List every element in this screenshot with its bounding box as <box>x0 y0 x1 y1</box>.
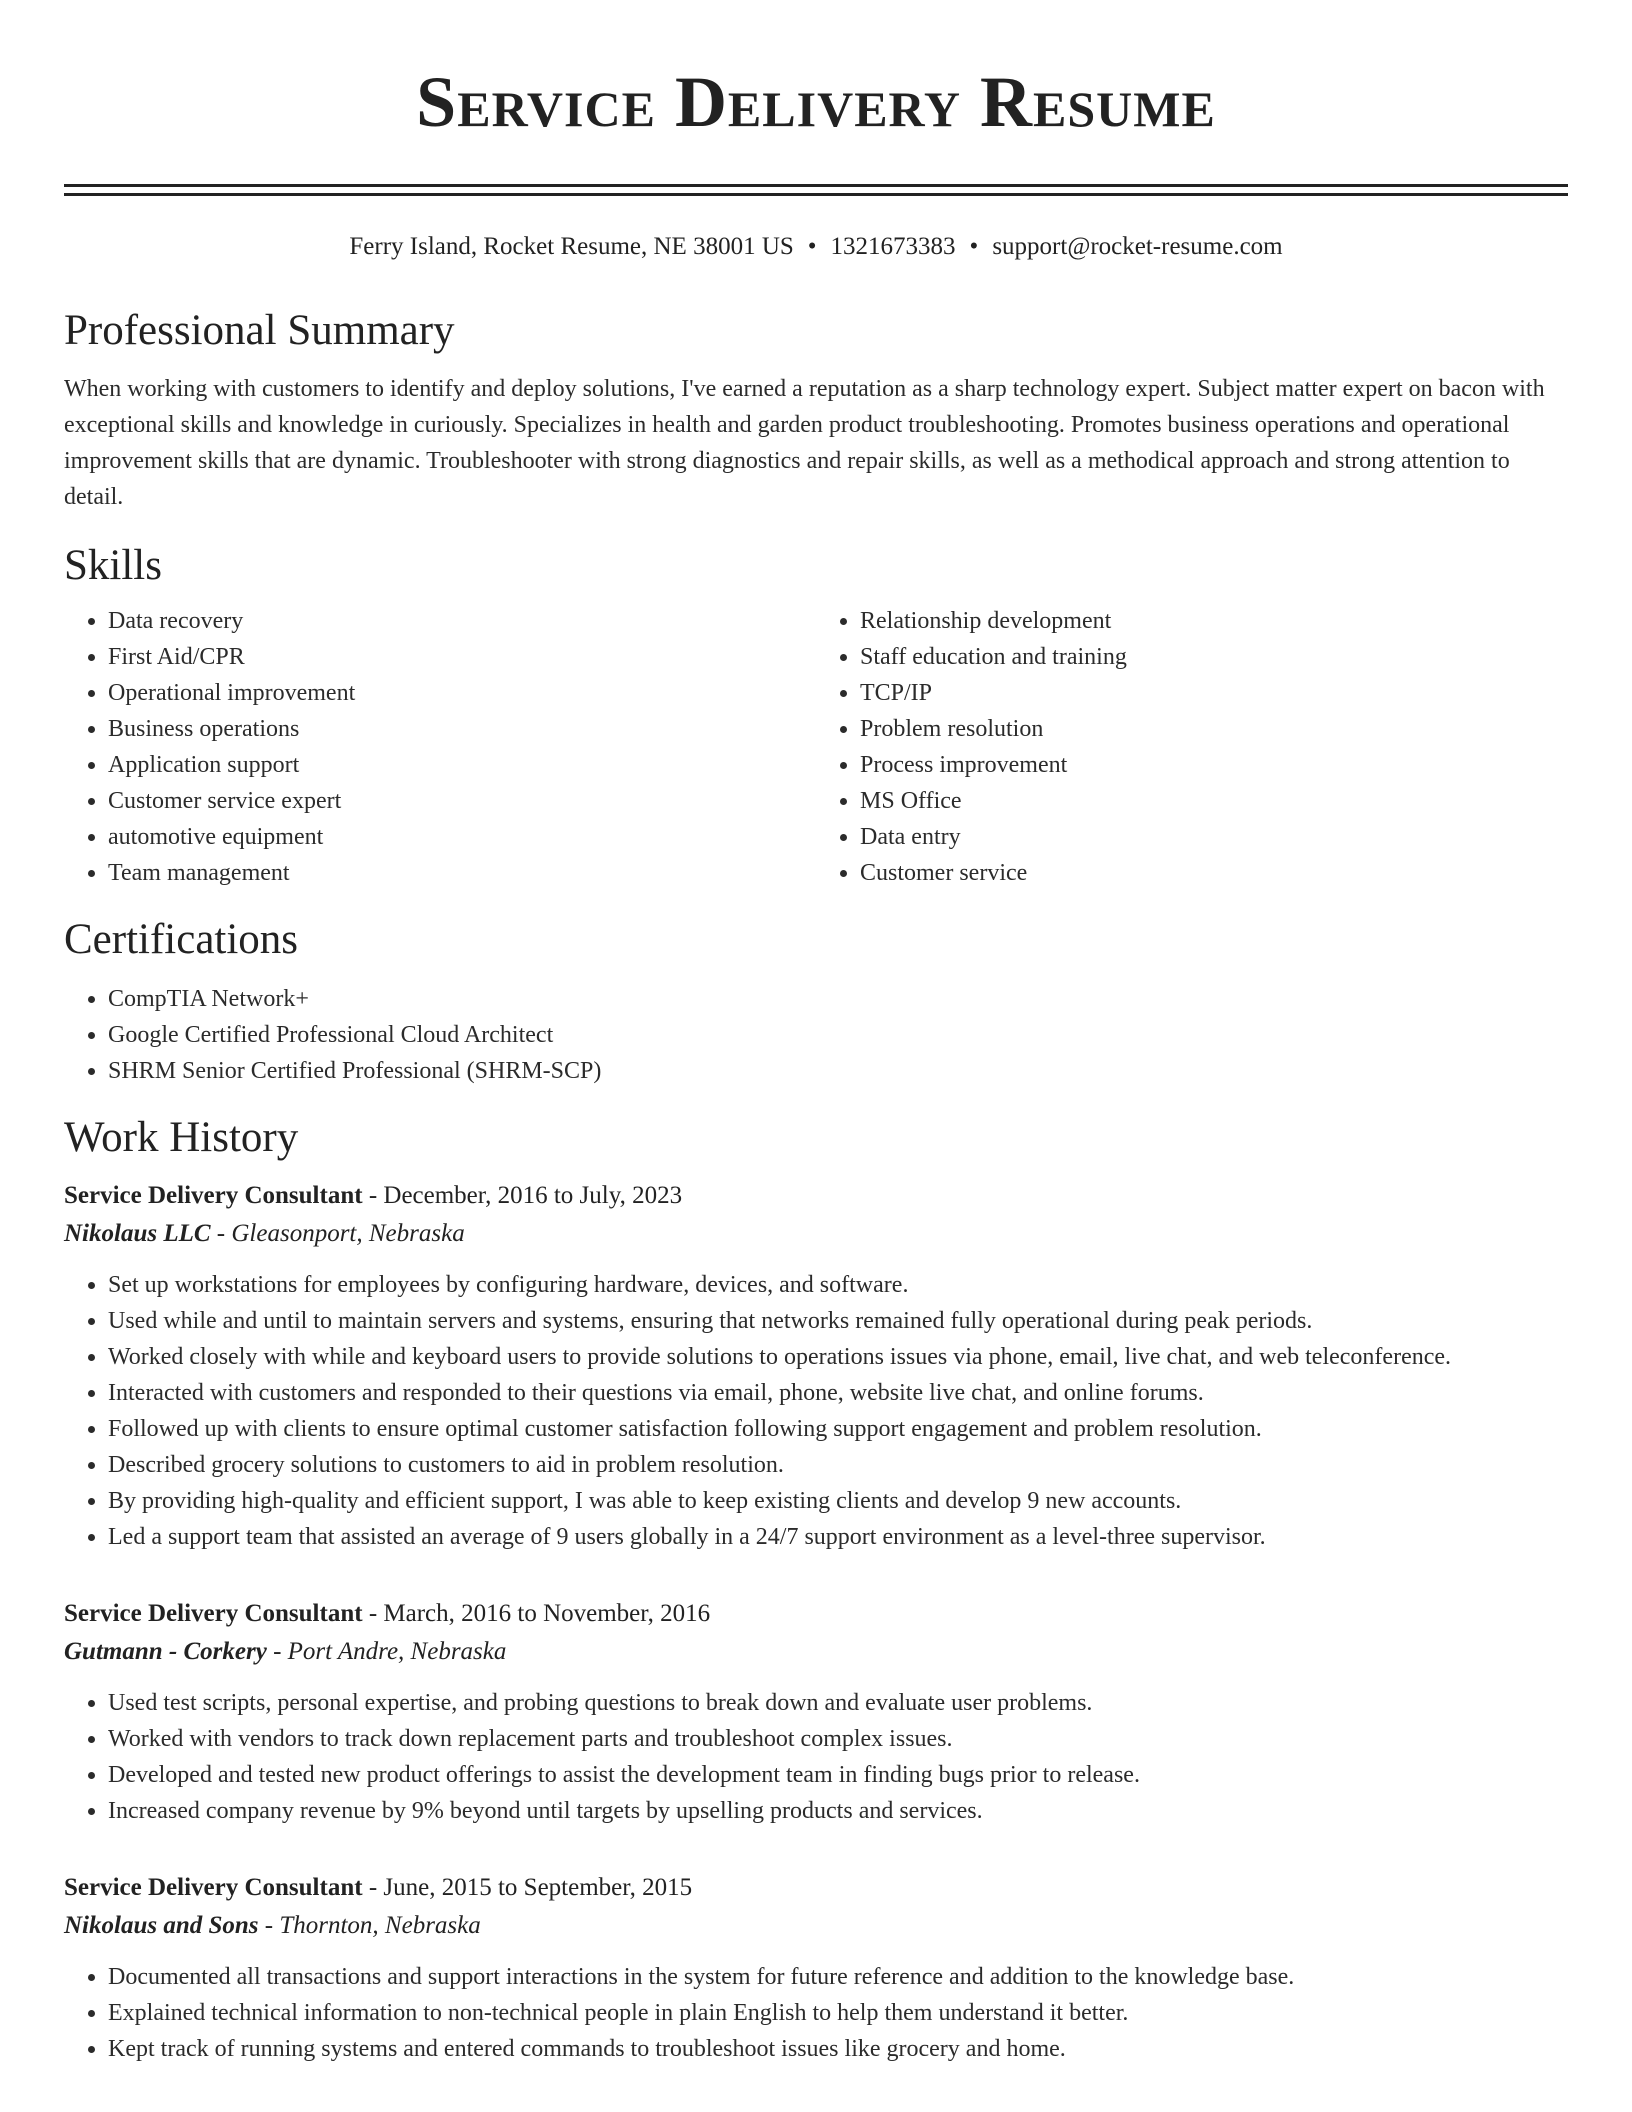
certification-item: • Google Certified Professional Cloud Architect <box>108 1017 1568 1053</box>
title-divider-bottom <box>64 193 1568 196</box>
job-title: Service Delivery Consultant <box>64 1600 363 1627</box>
summary-text: When working with customers to identify and deploy solutions, I've earned a reputation as a sharp technology expert. Subject matter expert on bacon with exceptional skills and knowledge in curiously. Specializes in health and garden product troubleshooting. Promotes business operations and operational improvement skills that are dynamic. Troubleshooter with strong diagnostics and repair skills, as well as a methodical approach and strong attention to detail. <box>64 376 1545 510</box>
skill-item: • automotive equipment <box>108 819 816 855</box>
skill-item: • Data recovery <box>108 603 816 639</box>
job-duty: • Set up workstations for employees by configuring hardware, devices, and software. <box>108 1267 1568 1303</box>
job-company-line <box>64 1907 1568 1945</box>
job-company: Gutmann - Corkery <box>64 1638 267 1665</box>
skills-list-right <box>816 603 1568 891</box>
job-dates: - June, 2015 to September, 2015 <box>362 1874 693 1901</box>
contact-address: Ferry Island, Rocket Resume, NE 38001 US <box>349 233 794 260</box>
job-title-line <box>64 1595 1568 1633</box>
skill-item: • First Aid/CPR <box>108 639 816 675</box>
job-duties-list <box>64 1267 1568 1555</box>
job-duty: • Kept track of running systems and entered commands to troubleshoot issues like grocery and home. <box>108 2031 1568 2067</box>
job-duty: • Used test scripts, personal expertise, and probing questions to break down and evaluate user problems. <box>108 1685 1568 1721</box>
job-duty: • Led a support team that assisted an average of 9 users globally in a 24/7 support environment as a level-three supervisor. <box>108 1519 1568 1555</box>
job-duty: • Increased company revenue by 9% beyond until targets by upselling products and services. <box>108 1793 1568 1829</box>
job-duty: • Worked closely with while and keyboard users to provide solutions to operations issues via phone, email, live chat, and web teleconference. <box>108 1339 1568 1375</box>
skill-item: • Operational improvement <box>108 675 816 711</box>
certifications-heading: Certifications <box>64 916 299 963</box>
skill-item: • Customer service <box>860 855 1568 891</box>
skill-item: • Problem resolution <box>860 711 1568 747</box>
certification-item: • CompTIA Network+ <box>108 981 1568 1017</box>
certifications-list <box>64 981 1568 1089</box>
job-title-line <box>64 1869 1568 1907</box>
job-duties-list <box>64 1959 1568 2067</box>
skill-item: • MS Office <box>860 783 1568 819</box>
skill-item: • Team management <box>108 855 816 891</box>
job-location: - Thornton, Nebraska <box>258 1912 481 1939</box>
job-location: - Port Andre, Nebraska <box>266 1638 507 1665</box>
job-dates: - March, 2016 to November, 2016 <box>362 1600 711 1627</box>
skill-item: • Process improvement <box>860 747 1568 783</box>
job-duty: • Followed up with clients to ensure optimal customer satisfaction following support engagement and problem resolution. <box>108 1411 1568 1447</box>
skill-item: • Data entry <box>860 819 1568 855</box>
job-duty: • Explained technical information to non-technical people in plain English to help them understand it better. <box>108 1995 1568 2031</box>
job-title-line <box>64 1177 1568 1215</box>
title-divider-top <box>64 184 1568 187</box>
job-company-line <box>64 1633 1568 1671</box>
contact-phone: 1321673383 <box>830 233 956 260</box>
skill-item: • Customer service expert <box>108 783 816 819</box>
contact-separator: • <box>969 233 979 260</box>
job-duty: • Described grocery solutions to customers to aid in problem resolution. <box>108 1447 1568 1483</box>
skills-columns <box>64 603 1568 891</box>
page-title: Service Delivery Resume <box>416 62 1216 142</box>
job-duties-list <box>64 1685 1568 1829</box>
job-duty: • Developed and tested new product offerings to assist the development team in finding bugs prior to release. <box>108 1757 1568 1793</box>
skill-item: • Relationship development <box>860 603 1568 639</box>
job-duty: • Used while and until to maintain servers and systems, ensuring that networks remained fully operational during peak periods. <box>108 1303 1568 1339</box>
job-location: - Gleasonport, Nebraska <box>210 1220 465 1247</box>
job-duty: • Worked with vendors to track down replacement parts and troubleshoot complex issues. <box>108 1721 1568 1757</box>
contact-line <box>64 232 1568 262</box>
job-entry <box>64 1869 1568 2067</box>
job-company: Nikolaus and Sons <box>64 1912 259 1939</box>
certification-item: • SHRM Senior Certified Professional (SHRM-SCP) <box>108 1053 1568 1089</box>
contact-separator: • <box>807 233 817 260</box>
job-company-line <box>64 1215 1568 1253</box>
job-entry <box>64 1177 1568 1555</box>
skills-list-left <box>64 603 816 891</box>
skill-item: • Application support <box>108 747 816 783</box>
summary-heading: Professional Summary <box>64 307 455 354</box>
job-title: Service Delivery Consultant <box>64 1182 363 1209</box>
job-duty: • Documented all transactions and support interactions in the system for future reference and addition to the knowledge base. <box>108 1959 1568 1995</box>
job-entry <box>64 1595 1568 1829</box>
skills-heading: Skills <box>64 542 162 589</box>
job-duty: • Interacted with customers and responded to their questions via email, phone, website live chat, and online forums. <box>108 1375 1568 1411</box>
job-title: Service Delivery Consultant <box>64 1874 363 1901</box>
skill-item: • Business operations <box>108 711 816 747</box>
skill-item: • TCP/IP <box>860 675 1568 711</box>
job-duty: • By providing high-quality and efficient support, I was able to keep existing clients and develop 9 new accounts. <box>108 1483 1568 1519</box>
contact-email: support@rocket-resume.com <box>992 233 1283 260</box>
job-company: Nikolaus LLC <box>64 1220 211 1247</box>
work-history-heading: Work History <box>64 1114 299 1161</box>
skill-item: • Staff education and training <box>860 639 1568 675</box>
job-dates: - December, 2016 to July, 2023 <box>362 1182 683 1209</box>
